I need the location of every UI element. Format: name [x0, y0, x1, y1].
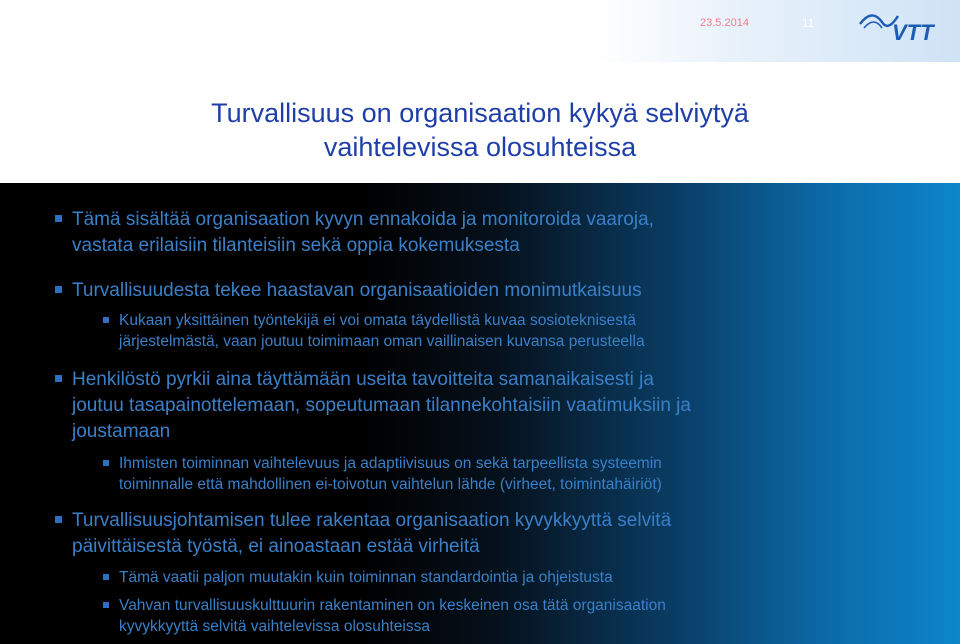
header-band — [0, 0, 960, 62]
bullet-2-line-1: Turvallisuudesta tekee haastavan organisaatioiden monimutkaisuus — [72, 280, 642, 301]
bullet-marker — [55, 516, 62, 523]
sub-bullet-4 — [119, 595, 666, 637]
bullet-3 — [72, 367, 691, 445]
slide-date: 23.5.2014 — [700, 17, 749, 29]
title-line-2: vaihtelevissa olosuhteissa — [323, 132, 637, 162]
vtt-logo — [858, 6, 950, 46]
bullet-1 — [72, 207, 654, 259]
bullet-1-line-1: Tämä sisältää organisaation kyvyn ennakoida ja monitoroida vaaroja, — [72, 209, 654, 230]
sub-bullet-1 — [119, 310, 645, 352]
bullet-4-line-2: päivittäisestä työstä, ei ainoastaan estää virheitä — [72, 536, 480, 557]
sub-bullet-4-line-2: kyvykkyyttä selvitä vaihtelevissa olosuhteissa — [119, 618, 430, 635]
bullet-marker — [55, 215, 62, 222]
bullet-4 — [72, 508, 671, 560]
sub-bullet-1-line-1: Kukaan yksittäinen työntekijä ei voi omata täydellistä kuvaa sosioteknisestä — [119, 312, 636, 329]
bullet-3-line-1: Henkilöstö pyrkii aina täyttämään useita tavoitteita samanaikaisesti ja — [72, 369, 654, 390]
bullet-3-line-2: joutuu tasapainottelemaan, sopeutumaan tilannekohtaisiin vaatimuksiin ja — [72, 395, 691, 416]
sub-bullet-3 — [119, 567, 613, 588]
sub-bullet-marker — [103, 317, 109, 323]
page-number: 11 — [802, 16, 815, 30]
bullet-3-line-3: joustamaan — [72, 421, 171, 442]
sub-bullet-3-line-1: Tämä vaatii paljon muutakin kuin toiminnan standardointia ja ohjeistusta — [119, 569, 613, 586]
bullet-4-line-1: Turvallisuusjohtamisen tulee rakentaa organisaation kyvykkyyttä selvitä — [72, 510, 672, 531]
sub-bullet-2-line-1: Ihmisten toiminnan vaihtelevuus ja adaptiivisuus on sekä tarpeellista systeemin — [119, 455, 662, 472]
bullet-marker — [55, 375, 62, 382]
sub-bullet-marker — [103, 602, 109, 608]
bullet-2 — [72, 278, 642, 304]
bullet-1-line-2: vastata erilaisiin tilanteisiin sekä oppia kokemuksesta — [72, 235, 520, 256]
vtt-logo-text: VTT — [892, 20, 934, 45]
sub-bullet-1-line-2: järjestelmästä, vaan joutuu toimimaan oman vaillinaisen kuvansa perusteella — [119, 333, 645, 350]
title-line-1: Turvallisuus on organisaation kykyä selviytyä — [211, 98, 749, 128]
sub-bullet-marker — [103, 574, 109, 580]
sub-bullet-2-line-2: toiminnalle että mahdollinen ei-toivotun vaihtelun lähde (virheet, toimintahäiriöt) — [119, 476, 662, 493]
sub-bullet-marker — [103, 460, 109, 466]
slide-title — [0, 96, 960, 164]
sub-bullet-4-line-1: Vahvan turvallisuuskulttuurin rakentaminen on keskeinen osa tätä organisaation — [119, 597, 666, 614]
bullet-marker — [55, 286, 62, 293]
sub-bullet-2 — [119, 453, 662, 495]
